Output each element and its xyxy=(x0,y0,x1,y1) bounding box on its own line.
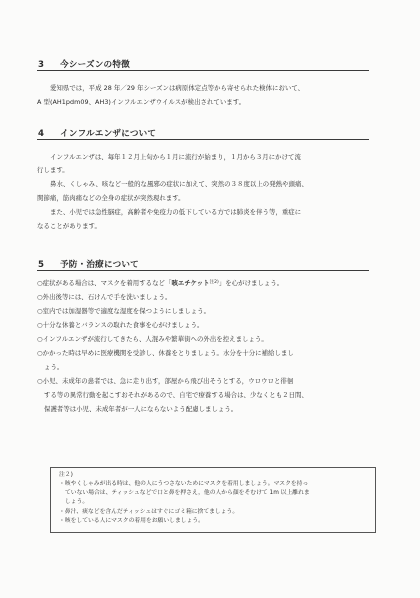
section-5-line: ○インフルエンザが流行してきたら、人混みや繁華街への外出を控えましょう。 xyxy=(37,335,268,343)
section-5-title: 予防・治療について xyxy=(60,260,139,270)
section-5-line1-pre: ○症状がある場合は、マスクを着用するなど「 xyxy=(37,279,172,287)
section-3-number: 3 xyxy=(38,60,45,70)
section-3-heading xyxy=(38,58,130,70)
section-4-line: 行します。 xyxy=(37,166,69,174)
section-5-rule xyxy=(37,270,369,271)
note-line: しょう。 xyxy=(65,499,89,505)
section-4-rule xyxy=(37,139,369,140)
section-5-line: ○外出後等には、石けんで手を洗いましょう。 xyxy=(37,293,172,301)
section-4-line: 関節痛，筋肉痛などの全身の症状が突然現れます。 xyxy=(37,194,185,202)
section-4-title: インフルエンザについて xyxy=(60,129,157,139)
note-line: ・咳やくしゃみが出る時は、他の人にうつさないためにマスクを着用しましょう。マスクを持っ xyxy=(59,481,309,487)
section-5-line: ょう。 xyxy=(44,363,64,371)
section-5-line1-post: 」を心がけましょう。 xyxy=(218,279,284,287)
section-4-line: なることがあります。 xyxy=(37,222,101,230)
section-5-line: 保護者等は小児、未成年者が一人にならないよう配慮しましょう。 xyxy=(44,405,238,413)
note-line: ていない場合は、ティッシュなどで口と鼻を押さえ，他の人から顔をそむけて 1m 以上離れま xyxy=(65,490,310,496)
section-4-line: 鼻水、くしゃみ、咳など一般的な風邪の症状に加えて、突然の３８度以上の発熱や頭痛、 xyxy=(50,180,308,188)
section-5-line: ○かかった時は早めに医療機関を受診し、休養をとりましょう。水分を十分に補給しまし xyxy=(37,349,294,357)
section-5-line: ○小児、未成年の患者では、急に走り出す，部屋から飛び出そうとする，ウロウロと徘徊 xyxy=(37,377,294,385)
note-ref: 注2) xyxy=(209,280,219,285)
section-5-heading xyxy=(38,258,139,270)
section-4-number: 4 xyxy=(38,129,45,139)
section-5-line xyxy=(37,279,283,287)
section-5-line: ○十分な休養とバランスの取れた食事を心がけましょう。 xyxy=(37,321,204,329)
section-5-line: ○室内では加湿器等で適度な湿度を保つようにしましょう。 xyxy=(37,307,211,315)
section-5-number: 5 xyxy=(38,260,45,270)
note-label: 注２) xyxy=(59,472,73,478)
section-3-rule xyxy=(37,70,369,71)
section-3-line: A 型(AH1pdm09、AH3)インフルエンザウイルスが検出されています。 xyxy=(37,98,246,106)
note-line: ・咳をしている人にマスクの着用をお願いしましょう。 xyxy=(59,518,204,524)
section-4-line: また、小児では急性脳症，高齢者や免疫力の低下している方では肺炎を伴う等，重症に xyxy=(50,208,302,216)
note-box xyxy=(50,467,376,533)
cough-etiquette-term: 咳エチケット xyxy=(171,279,210,287)
section-4-heading xyxy=(38,127,156,139)
section-3-line: 愛知県では，平成 28 年／29 年シーズンは病原体定点等から寄せられた検体において、 xyxy=(50,84,305,92)
note-line: ・鼻汁、痰などを含んだティッシュはすぐにゴミ箱に捨てましょう。 xyxy=(59,509,239,515)
section-5-line: する等の異常行動を起こすおそれがあるので、自宅で療養する場合は、少なくとも２日間、 xyxy=(44,391,308,399)
section-3-title: 今シーズンの特徴 xyxy=(60,60,130,70)
section-4-line: インフルエンザは、毎年１２月上旬から１月に流行が始まり，１月から３月にかけて流 xyxy=(50,153,301,161)
